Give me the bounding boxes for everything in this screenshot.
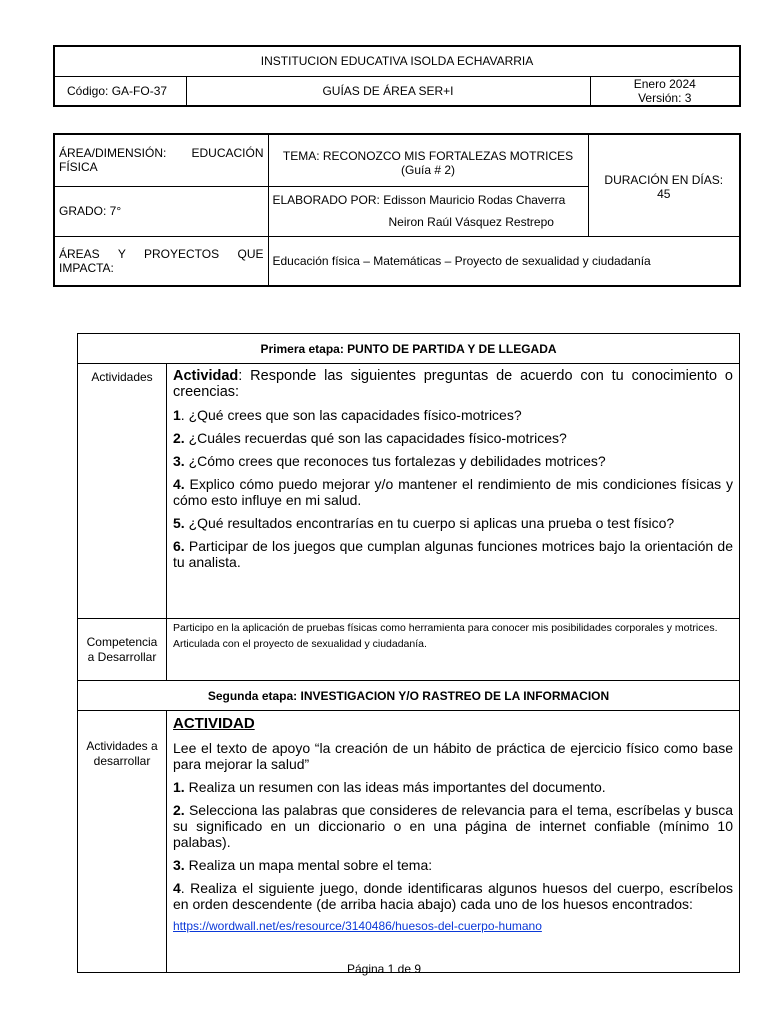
stage2-title: Segunda etapa: INVESTIGACION Y/O RASTREO DE LA INFORMACION (78, 681, 740, 711)
list-item: 3. Realiza un mapa mental sobre el tema: (173, 857, 433, 873)
areas-label: ÁREAS Y PROYECTOS QUE (59, 246, 264, 261)
stage1-activities (167, 364, 740, 619)
stage1-activities-label: Actividades (78, 364, 167, 619)
list-item: 3. ¿Cómo crees que reconoces tus fortalezas y debilidades motrices? (173, 453, 606, 469)
competence-note: Articulada con el proyecto de sexualidad y ciudadanía. (173, 638, 427, 650)
list-item: 4. Realiza el siguiente juego, donde identificaras algunos huesos del cuerpo, escríbelos en orden descendente (de arriba hacia abajo) cada uno de los huesos encontrados: (173, 880, 733, 912)
list-item: 2. ¿Cuáles recuerdas qué son las capacidades físico-motrices? (173, 430, 567, 446)
stage2-activities-label: Actividades a desarrollar (78, 711, 167, 973)
competence-label: Competencia a Desarrollar (78, 619, 167, 681)
stage1-intro (173, 368, 733, 400)
document-date: Enero 2024 (633, 76, 696, 91)
info-table (53, 133, 741, 287)
list-item: 2. Selecciona las palabras que consideres de relevancia para el tema, escríbelas y busca su significado en un diccionario o en una página de internet confiable (mínimo 10 palabas). (173, 802, 733, 850)
activity-word: Actividad (173, 368, 239, 384)
topic-guide-number: (Guía # 2) (400, 163, 456, 177)
list-item: 5. ¿Qué resultados encontrarías en tu cuerpo si aplicas una prueba o test físico? (173, 515, 675, 531)
activities-table (77, 333, 740, 973)
grade-cell: GRADO: 7° (54, 186, 268, 236)
duration-label: DURACIÓN EN DÍAS: (604, 173, 724, 187)
wordwall-link[interactable]: https://wordwall.net/es/resource/3140486/huesos-del-cuerpo-humano (173, 919, 542, 933)
document-code: Código: GA-FO-37 (54, 76, 186, 106)
list-item: 1. ¿Qué crees que son las capacidades físico-motrices? (173, 407, 522, 423)
areas-value: Educación física – Matemáticas – Proyecto de sexualidad y ciudadanía (268, 236, 740, 286)
stage1-title: Primera etapa: PUNTO DE PARTIDA Y DE LLEGADA (78, 334, 740, 364)
area-dimension-cell (54, 134, 268, 186)
header-table (53, 45, 741, 107)
elaborated-by: ELABORADO POR: Edisson Mauricio Rodas Chaverra (272, 193, 566, 207)
area-label-2: FÍSICA (59, 160, 98, 175)
topic-title: TEMA: RECONOZCO MIS FORTALEZAS MOTRICES (282, 149, 574, 163)
document-version: Versión: 3 (638, 90, 692, 105)
areas-projects-cell (54, 236, 268, 286)
elaborated-cell (268, 186, 588, 236)
guide-title: GUÍAS DE ÁREA SER+I (186, 76, 590, 106)
list-item: 6. Participar de los juegos que cumplan algunas funciones motrices bajo la orientación de tu analista. (173, 538, 733, 570)
stage2-activities (167, 711, 740, 973)
list-item: 4. Explico cómo puedo mejorar y/o mantener el rendimiento de mis condiciones físicas y cómo esto influye en mi salud. (173, 476, 733, 508)
competence-text: Participo en la aplicación de pruebas físicas como herramienta para conocer mis posibilidades corporales y motrices. (173, 622, 718, 634)
duration-value: 45 (657, 187, 671, 201)
activity-intro: : Responde las siguientes preguntas de acuerdo con tu conocimiento o creencias: (173, 368, 733, 400)
list-item: 1. Realiza un resumen con las ideas más importantes del documento. (173, 779, 606, 795)
page-number: Página 1 de 9 (346, 962, 422, 976)
stage2-heading: ACTIVIDAD (173, 715, 255, 732)
elaborated-by-2: Neiron Raúl Vásquez Restrepo (388, 215, 554, 229)
institution-name: INSTITUCION EDUCATIVA ISOLDA ECHAVARRIA (54, 46, 740, 76)
topic-cell (268, 134, 588, 186)
stage2-intro: Lee el texto de apoyo “la creación de un hábito de práctica de ejercicio físico como base para mejorar la salud” (173, 740, 733, 772)
area-label: ÁREA/DIMENSIÓN: EDUCACIÓN (59, 146, 264, 161)
date-version (590, 76, 740, 106)
areas-label-2: IMPACTA: (59, 260, 114, 275)
duration-cell (588, 134, 740, 236)
competence-cell (167, 619, 740, 681)
link-paragraph (173, 917, 733, 934)
